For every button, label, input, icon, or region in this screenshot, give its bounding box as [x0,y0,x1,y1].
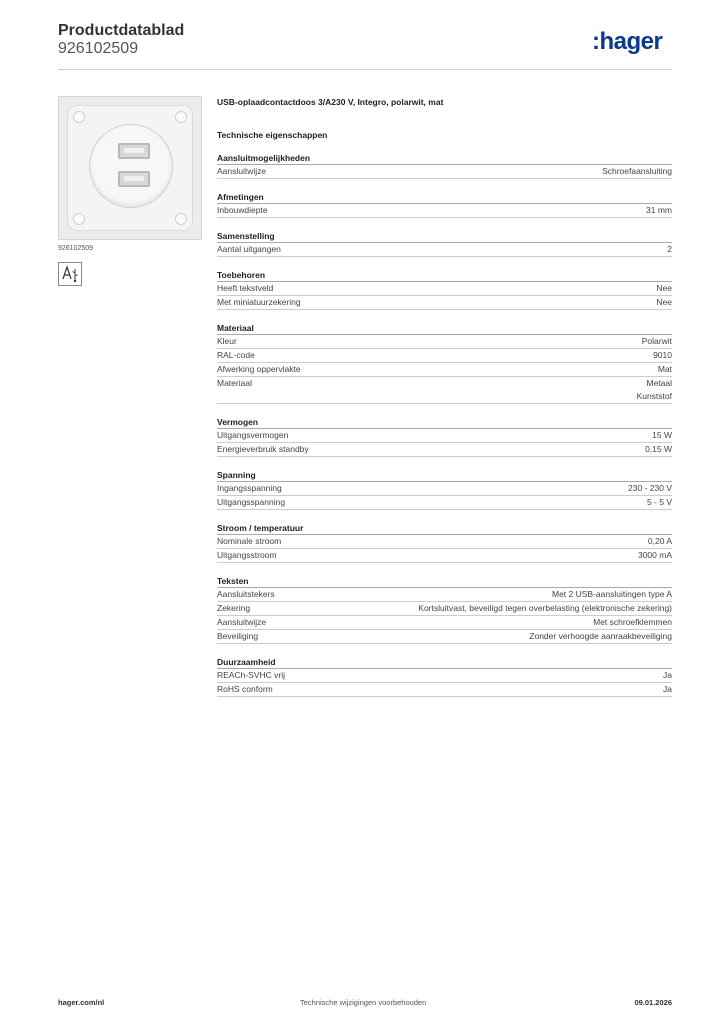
spec-row [217,429,672,443]
socket-plate [67,105,193,231]
spec-group [217,575,672,644]
spec-row [217,535,672,549]
spec-groups [217,152,672,697]
spec-row [217,669,672,683]
spec-group-heading: Toebehoren [217,269,672,282]
spec-value [648,535,672,548]
document-title: Productdatablad [58,22,185,39]
spec-value [529,630,672,643]
spec-row [217,335,672,349]
image-caption: 926102509 [58,245,94,252]
spec-group-heading: Stroom / temperatuur [217,522,672,535]
spec-value [552,588,672,601]
spec-value-line: Metaal [646,378,672,388]
spec-group [217,656,672,697]
spec-group-heading: Duurzaamheid [217,656,672,669]
spec-group [217,152,672,179]
spec-row [217,588,672,602]
spec-group-heading: Aansluitmogelijkheden [217,152,672,165]
hager-logo[interactable]: :hager [592,28,663,55]
spec-value-line: 3000 mA [637,550,672,560]
section-title: Technische eigenschappen [217,130,328,140]
spec-value-line: 9010 [653,350,672,360]
spec-value [652,429,672,442]
spec-label: Zekering [217,603,251,613]
spec-row [217,602,672,616]
specs-panel [217,96,672,697]
spec-row [217,377,672,404]
spec-row [217,282,672,296]
spec-row [217,165,672,179]
spec-value [602,165,672,178]
spec-value-line: 15 W [652,430,672,440]
spec-value-line: Kortsluitvast, beveiligd tegen overbelasting (elektronische zekering) [418,603,672,613]
spec-label: Uitgangsvermogen [217,430,289,440]
spec-label: Inbouwdiepte [217,205,268,215]
product-number: 926102509 [58,40,139,57]
spec-label: Materiaal [217,378,252,388]
spec-group [217,191,672,218]
spec-label: Kleur [217,336,237,346]
spec-row [217,549,672,563]
spec-label: Nominale stroom [217,536,282,546]
spec-label: Aansluitwijze [217,166,267,176]
spec-row [217,243,672,257]
spec-value-line: 2 [667,244,672,254]
spec-value-line: Polarwit [641,336,672,346]
spec-group [217,269,672,310]
spec-value [656,296,672,309]
usb-port-icon [118,171,150,187]
footer-disclaimer: Technische wijzigingen voorbehouden [300,998,427,1007]
spec-value [663,669,672,682]
spec-row [217,204,672,218]
spec-value [656,282,672,295]
spec-label: Uitgangsstroom [217,550,277,560]
spec-row [217,482,672,496]
spec-row [217,296,672,310]
spec-value-line: Mat [657,364,672,374]
product-image [58,96,202,240]
spec-value [658,363,672,376]
spec-value-line: Kunststof [636,391,672,401]
spec-value-line: 230 - 230 V [628,483,672,493]
spec-value-line: Ja [663,684,672,694]
spec-row [217,349,672,363]
spec-value [637,377,672,403]
spec-value [638,549,672,562]
spec-row [217,616,672,630]
spec-group-heading: Teksten [217,575,672,588]
spec-value-line: 5 - 5 V [646,497,672,507]
spec-group [217,322,672,404]
spec-value [628,482,672,495]
spec-value-line: Nee [656,283,672,293]
spec-label: Afwerking oppervlakte [217,364,301,374]
socket-disc [90,125,172,207]
product-description: USB-oplaadcontactdoos 3/A230 V, Integro, polarwit, mat [217,97,444,107]
spec-value [663,683,672,696]
spec-group [217,469,672,510]
spec-row [217,363,672,377]
spec-label: Ingangsspanning [217,483,282,493]
spec-group-heading: Materiaal [217,322,672,335]
spec-label: Uitgangsspanning [217,497,286,507]
spec-value-line: 31 mm [646,205,672,215]
screw-icon [176,112,186,122]
spec-label: RAL-code [217,350,255,360]
spec-label: Heeft tekstveld [217,283,274,293]
spec-value [653,349,672,362]
spec-value [593,616,672,629]
screw-icon [74,214,84,224]
spec-value-line: Zonder verhoogde aanraakbeveiliging [529,631,672,641]
spec-label: Aansluitwijze [217,617,267,627]
footer-date: 09.01.2026 [634,998,672,1007]
footer-website[interactable]: hager.com/nl [58,998,105,1007]
spec-value [418,602,672,615]
spec-row [217,496,672,510]
spec-group-heading: Afmetingen [217,191,672,204]
spec-label: Aansluitstekers [217,589,275,599]
spec-group-heading: Samenstelling [217,230,672,243]
spec-label: Aantal uitgangen [217,244,281,254]
spec-value-line: 0,20 A [647,536,672,546]
spec-value-line: Met schroefklemmen [593,617,672,627]
spec-value-line: Nee [656,297,672,307]
spec-group [217,416,672,457]
spec-value [646,204,672,217]
spec-value [642,335,672,348]
header-divider [58,69,672,70]
spec-value [647,496,672,509]
spec-row [217,683,672,697]
spec-group-heading: Spanning [217,469,672,482]
spec-row [217,443,672,457]
spec-value [667,243,672,256]
usb-port-icon [118,143,150,159]
spec-row [217,630,672,644]
spec-group [217,522,672,563]
spec-value-line: 0,15 W [645,444,672,454]
spec-value-line: Met 2 USB-aansluitingen type A [551,589,672,599]
spec-value-line: Schroefaansluiting [602,166,672,176]
spec-label: Met miniatuurzekering [217,297,301,307]
spec-group [217,230,672,257]
spec-label: Energieverbruik standby [217,444,309,454]
spec-group-heading: Vermogen [217,416,672,429]
screw-icon [74,112,84,122]
spec-value-line: Ja [663,670,672,680]
spec-label: Beveiliging [217,631,259,641]
spec-label: RoHS conform [217,684,273,694]
screw-icon [176,214,186,224]
spec-value [645,443,672,456]
usb-installation-icon [58,262,82,286]
spec-label: REACh-SVHC vrij [217,670,286,680]
